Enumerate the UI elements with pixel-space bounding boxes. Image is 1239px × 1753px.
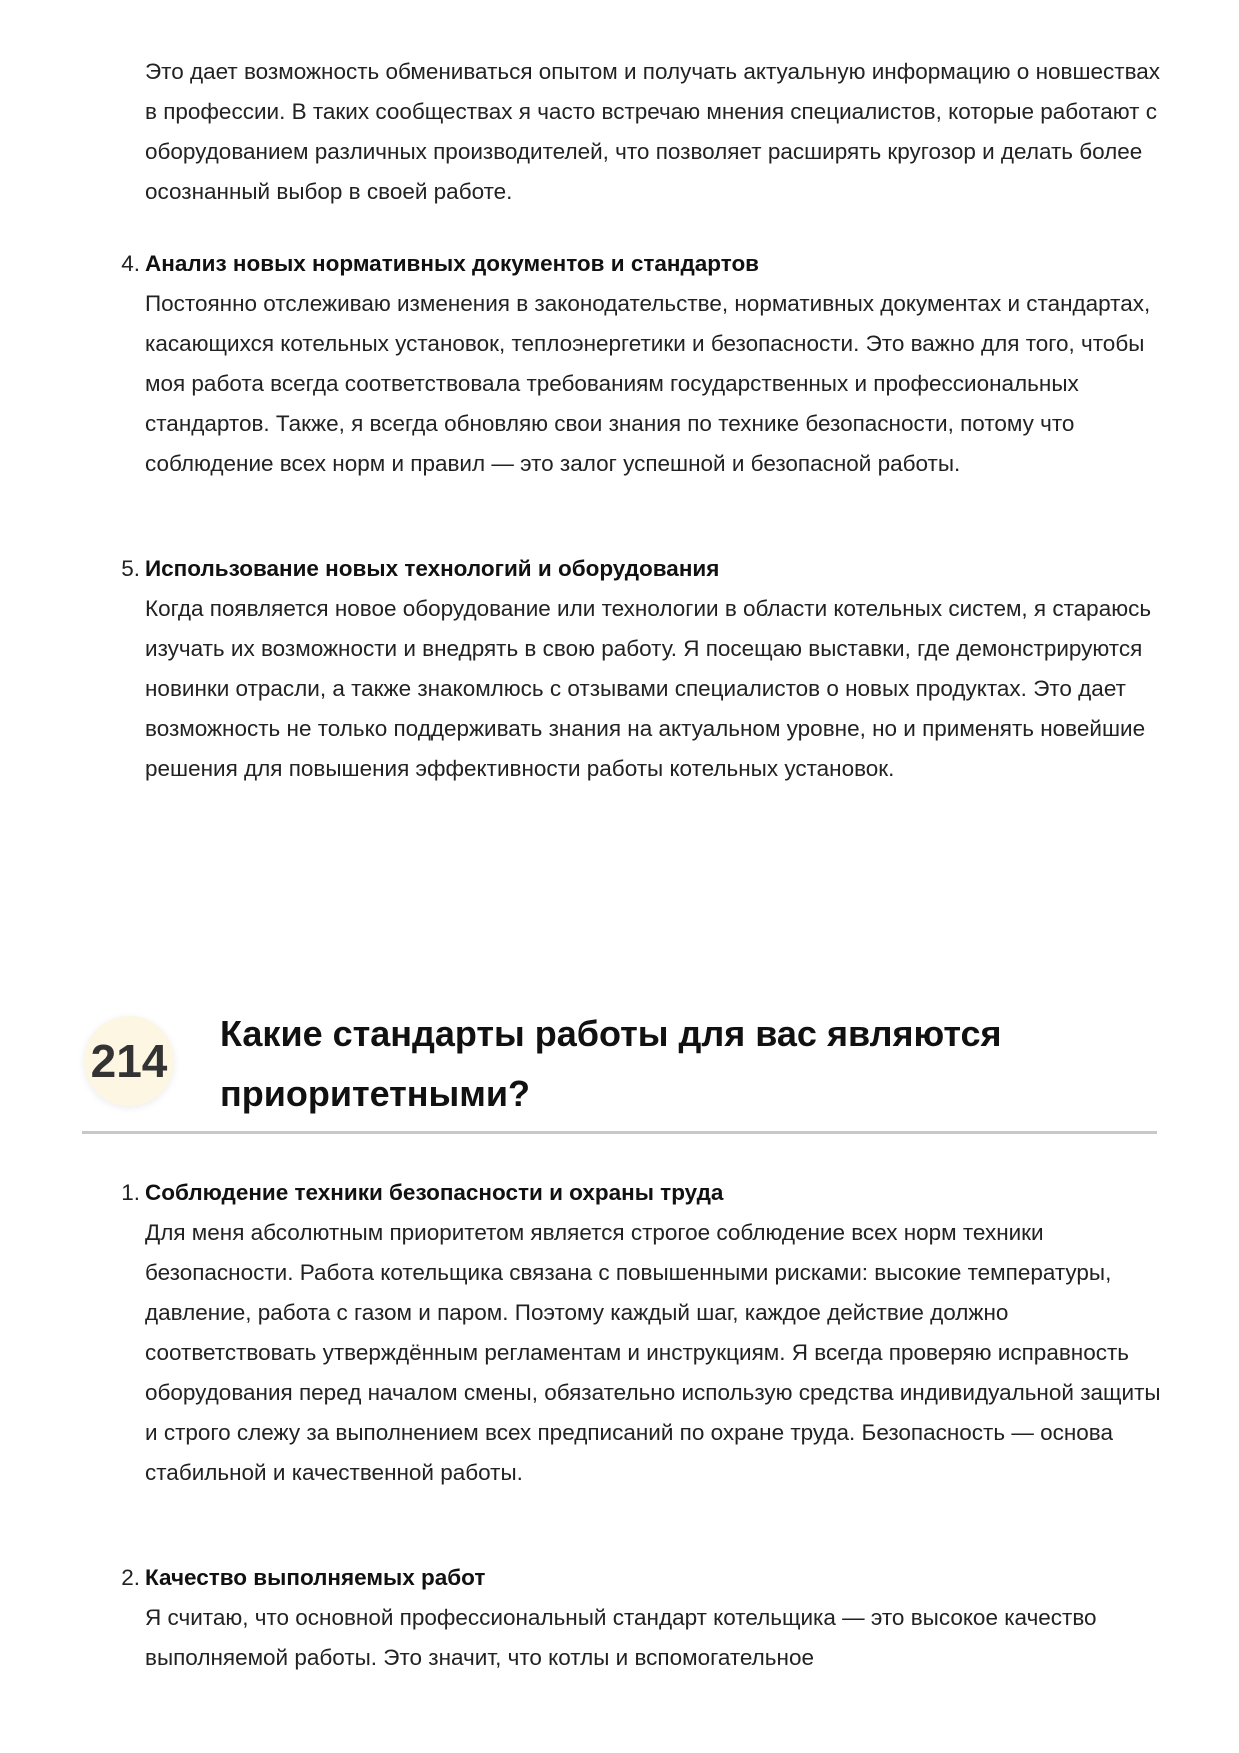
item-text: Постоянно отслеживаю изменения в законодательстве, нормативных документах и стандартах, касающихся котельных установок, теплоэнергетики и безопасности. Это важно для того, чтобы моя работа всегда соответствовала требованиям государственных и профессиональных стандартов. Также, я всегда обновляю свои знания по технике безопасности, потому что соблюдение всех норм и правил — это залог успешной и безопасной работы. <box>145 291 1151 476</box>
divider <box>82 1131 1157 1134</box>
item-number: 1. <box>121 1180 140 1205</box>
question-number-badge: 214 <box>84 1016 174 1106</box>
item-text: Для меня абсолютным приоритетом является строгое соблюдение всех норм техники безопасности. Работа котельщика связана с повышенными рисками: высокие температуры, давление, работа с газом и паром. Поэтому каждый шаг, каждое действие должно соответствовать утверждённым регламентам и инструкциям. Я всегда проверяю исправность оборудования перед началом смены, обязательно использую средства индивидуальной защиты и строго слежу за выполнением всех предписаний по охране труда. Безопасность — основа стабильной и качественной работы. <box>145 1220 1161 1485</box>
item-text: Когда появляется новое оборудование или технологии в области котельных систем, я стараюсь изучать их возможности и внедрять в свою работу. Я посещаю выставки, где демонстрируются новинки отрасли, а также знакомлюсь с отзывами специалистов о новых продуктах. Это дает возможность не только поддерживать знания на актуальном уровне, но и применять новейшие решения для повышения эффективности работы котельных установок. <box>145 596 1152 781</box>
intro-paragraph: Это дает возможность обмениваться опытом и получать актуальную информацию о новшествах в профессии. В таких сообществах я часто встречаю мнения специалистов, которые работают с оборудованием различных производителей, что позволяет расширять кругозор и делать более осознанный выбор в своей работе. <box>145 59 1161 204</box>
item-title: Анализ новых нормативных документов и стандартов <box>145 251 760 276</box>
list-item <box>100 1558 1165 1678</box>
item-text: Я считаю, что основной профессиональный стандарт котельщика — это высокое качество выполняемой работы. Это значит, что котлы и вспомогательное <box>145 1605 1097 1670</box>
item-title: Использование новых технологий и оборудования <box>145 556 720 581</box>
item-number: 4. <box>121 251 140 276</box>
question-title: Какие стандарты работы для вас являются приоритетными? <box>220 1013 1002 1114</box>
list-item <box>100 549 1165 789</box>
item-number: 2. <box>121 1565 140 1590</box>
item-title: Соблюдение техники безопасности и охраны труда <box>145 1180 724 1205</box>
list-item <box>100 1173 1165 1493</box>
item-number: 5. <box>121 556 140 581</box>
list-item <box>100 244 1165 484</box>
item-title: Качество выполняемых работ <box>145 1565 486 1590</box>
